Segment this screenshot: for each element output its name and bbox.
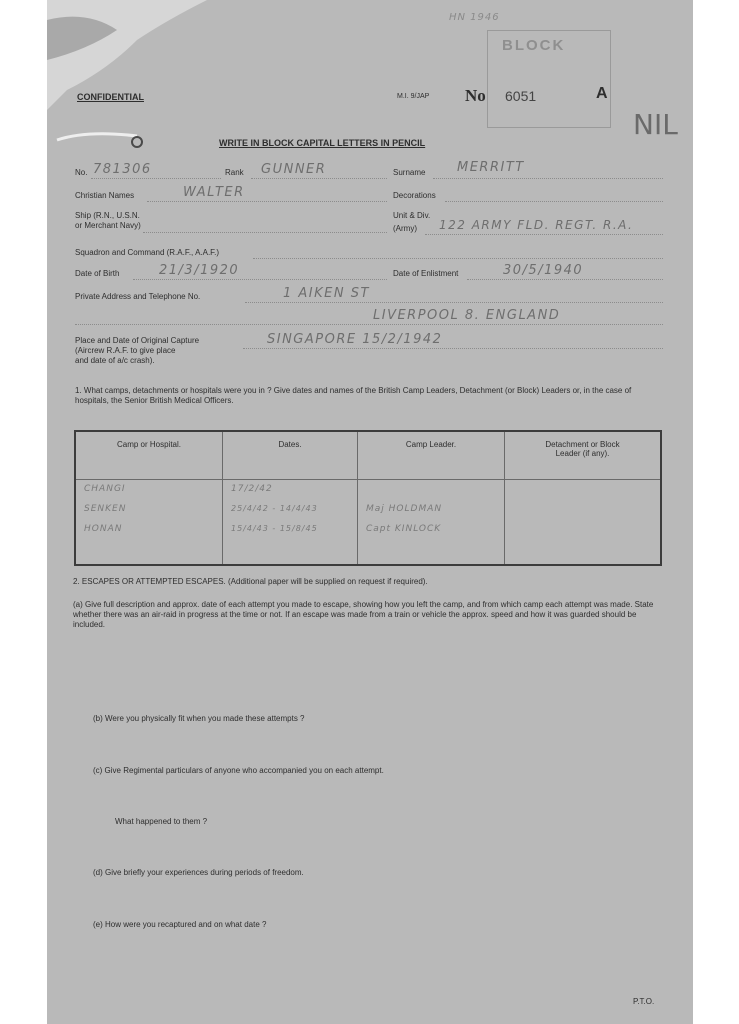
address-line-2: LIVERPOOL 8. ENGLAND [373,308,561,323]
address-label: Private Address and Telephone No. [75,292,201,301]
number-symbol: No [465,86,486,105]
camps-table [74,430,662,566]
table-row [75,480,661,566]
camps-col-camp [75,480,223,566]
unit-value: 122 ARMY FLD. REGT. R.A. [439,218,634,232]
question-2c: (c) Give Regimental particulars of anyone who accompanied you on each attempt. [93,766,384,775]
enlistment-label: Date of Enlistment [393,269,459,278]
question-2c-followup: What happened to them ? [115,817,208,826]
question-2a: (a) Give full description and approx. date of each attempt you made to escape, showing how you left the camp, and from which camp each attempt was made. State whether there was an air-raid in progress at the time or not. If an escape was made from a train or vehicle the approx. speed and how it was guarded should be included. [73,600,654,629]
registry-stamp [487,30,611,128]
table-cell [513,484,654,504]
service-no-label: No. [75,168,88,177]
table-cell: 25/4/42 - 14/4/43 [231,504,318,513]
surname-value: MERRITT [457,160,525,175]
table-cell: SENKEN [84,504,127,514]
page-curl-decoration [47,0,247,160]
form-page [47,0,693,1024]
camps-col-dates [223,480,358,566]
table-cell [513,524,654,544]
unit-label: Unit & Div. [393,211,431,220]
camps-header-camp: Camp or Hospital. [75,431,223,480]
form-suffix: A [596,85,608,102]
stamp-handwriting: HN 1946 [449,12,500,23]
question-2d: (d) Give briefly your experiences during periods of freedom. [93,868,304,877]
classification-label: CONFIDENTIAL [77,92,144,102]
camps-header-detachment: Detachment or Block Leader (if any). [505,431,662,480]
address-line-1: 1 AIKEN ST [283,286,370,301]
table-cell [513,504,654,524]
question-1: 1. What camps, detachments or hospitals were you in ? Give dates and names of the British Camp Leaders, Detachment (or Block) Leaders or, in the case of hospitals, the Senior British Medical Officers. [75,386,632,405]
question-2e: (e) How were you recaptured and on what date ? [93,920,267,929]
table-cell: Maj HOLDMAN [366,504,443,514]
form-reference: M.I. 9/JAP [397,93,430,100]
surname-label: Surname [393,168,426,177]
table-cell: Capt KINLOCK [366,524,442,534]
table-cell: 17/2/42 [231,484,273,494]
squadron-label: Squadron and Command (R.A.F., A.A.F.) [75,248,220,257]
unit-label-2: (Army) [393,224,417,233]
christian-names-label: Christian Names [75,191,135,200]
capture-label-3: and date of a/c crash). [75,356,155,365]
camps-col-leader [358,480,505,566]
table-cell: HONAN [84,524,123,534]
dob-value: 21/3/1920 [159,263,240,278]
decorations-label: Decorations [393,191,436,200]
dob-label: Date of Birth [75,269,120,278]
pto-label: P.T.O. [633,997,655,1006]
christian-names-value: WALTER [183,185,245,200]
nil-annotation: NIL [633,108,678,141]
capture-label: Place and Date of Original Capture [75,336,200,345]
table-cell: 15/4/43 - 15/8/45 [231,524,318,533]
form-number: 6051 [505,88,537,104]
capture-value: SINGAPORE 15/2/1942 [267,332,443,347]
rank-value: GUNNER [261,162,327,177]
ship-label-2: or Merchant Navy) [75,221,141,230]
question-2-heading: 2. ESCAPES OR ATTEMPTED ESCAPES. (Additional paper will be supplied on request if required). [73,577,428,586]
table-cell [366,484,498,504]
camps-header-leader: Camp Leader. [358,431,505,480]
camps-col-detachment [505,480,662,566]
rank-label: Rank [225,168,244,177]
capture-label-2: (Aircrew R.A.F. to give place [75,346,176,355]
stamp-text: BLOCK [502,37,566,54]
instruction-heading: WRITE IN BLOCK CAPITAL LETTERS IN PENCIL [219,138,426,148]
enlistment-value: 30/5/1940 [503,263,584,278]
table-cell: CHANGI [84,484,126,494]
service-no-value: 781306 [93,162,152,177]
camps-header-dates: Dates. [223,431,358,480]
ship-label: Ship (R.N., U.S.N. [75,211,140,220]
question-2b: (b) Were you physically fit when you made these attempts ? [93,714,305,723]
